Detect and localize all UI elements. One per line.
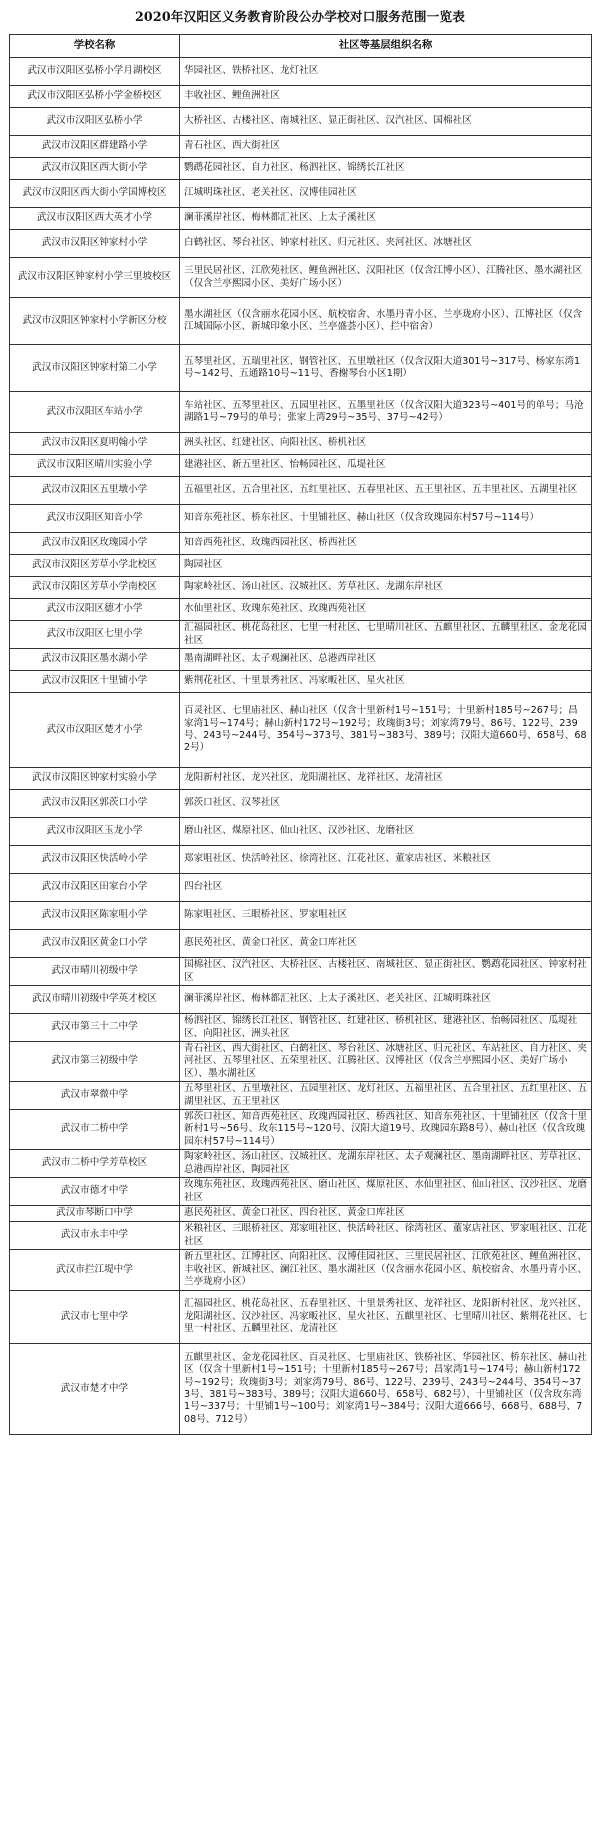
table-row [10,1150,592,1178]
table-row [10,930,592,958]
school-name-cell: 武汉市永丰中学 [10,1222,180,1250]
communities-cell: 国棉社区、汉汽社区、大桥社区、古楼社区、南城社区、显正街社区、鹦鹉花园社区、钟家村社区 [180,958,592,986]
table-row [10,1250,592,1291]
school-name-cell: 武汉市德才中学 [10,1178,180,1206]
school-name-cell: 武汉市琴断口中学 [10,1206,180,1222]
school-name-cell: 武汉市汉阳区芳草小学南校区 [10,577,180,599]
school-name-cell: 武汉市拦江堤中学 [10,1250,180,1291]
school-name-cell: 武汉市汉阳区芳草小学北校区 [10,555,180,577]
school-name-cell: 武汉市汉阳区西大街小学 [10,158,180,180]
school-name-cell: 武汉市汉阳区十里铺小学 [10,671,180,693]
service-range-table [9,34,592,1435]
school-name-cell: 武汉市汉阳区楚才小学 [10,693,180,768]
table-row [10,477,592,505]
school-name-cell: 武汉市汉阳区钟家村第二小学 [10,345,180,392]
communities-cell: 大桥社区、古楼社区、南城社区、显正街社区、汉汽社区、国棉社区 [180,108,592,136]
school-name-cell: 武汉市汉阳区西大街小学国博校区 [10,180,180,208]
school-name-cell: 武汉市汉阳区夏明翰小学 [10,433,180,455]
school-name-cell: 武汉市汉阳区钟家村实验小学 [10,768,180,790]
table-row [10,1344,592,1435]
table-row [10,818,592,846]
communities-cell: 知音西苑社区、玫瑰西园社区、桥西社区 [180,533,592,555]
table-row [10,208,592,230]
communities-cell: 鹦鹉花园社区、自力社区、杨泗社区、锦绣长江社区 [180,158,592,180]
communities-cell: 墨南湖畔社区、太子观澜社区、总港西岸社区 [180,649,592,671]
table-row [10,693,592,768]
table-row [10,392,592,433]
communities-cell: 磨山社区、煤原社区、仙山社区、汉沙社区、龙磨社区 [180,818,592,846]
school-name-cell: 武汉市汉阳区群建路小学 [10,136,180,158]
table-row [10,58,592,86]
communities-cell: 三里民居社区、江欣苑社区、鲤鱼洲社区、汉阳社区（仅含江博小区）、江腾社区、墨水湖社区（仅含兰亭熙园小区、美好广场小区） [180,258,592,298]
communities-cell: 澜菲溪岸社区、梅林都汇社区、上太子溪社区、老关社区、江城明珠社区 [180,986,592,1014]
table-row [10,1206,592,1222]
school-name-cell: 武汉市晴川初级中学英才校区 [10,986,180,1014]
school-name-cell: 武汉市汉阳区五里墩小学 [10,477,180,505]
communities-cell: 米粮社区、三眼桥社区、郑家咀社区、快活岭社区、徐湾社区、董家店社区、罗家咀社区、江花社区 [180,1222,592,1250]
communities-cell: 郭茨口社区、知音西苑社区、玫瑰西园社区、桥西社区、知音东苑社区、十里铺社区（仅含十里新村1号~56号、玫东115号~120号、汉阳大道19号、玫瑰园东路8号）、赫山社区（仅含玫瑰园东村57号~114号） [180,1110,592,1150]
communities-cell: 五琴里社区、五里墩社区、五园里社区、龙灯社区、五福里社区、五合里社区、五红里社区、五湖里社区、五王里社区 [180,1082,592,1110]
school-name-cell: 武汉市汉阳区德才小学 [10,599,180,621]
school-name-cell: 武汉市汉阳区墨水湖小学 [10,649,180,671]
table-row [10,874,592,902]
school-name-cell: 武汉市汉阳区弘桥小学金桥校区 [10,86,180,108]
communities-cell: 杨泗社区、锦绣长江社区、钢管社区、红建社区、桥机社区、建港社区、怡畅园社区、瓜堤社区、向阳社区、洲头社区 [180,1014,592,1042]
communities-cell: 玫瑰东苑社区、玫瑰西苑社区、磨山社区、煤原社区、水仙里社区、仙山社区、汉沙社区、龙磨社区 [180,1178,592,1206]
table-row [10,180,592,208]
table-row [10,1178,592,1206]
communities-cell: 五麒里社区、金龙花园社区、百灵社区、七里庙社区、铁桥社区、华园社区、桥东社区、赫山社区（仅含十里新村1号~151号；十里新村185号~267号；昌家湾1号~174号；赫山新村172号~192号；玫瑰街3号；刘家湾79号、86号、122号、239号、243号~244号、354号~373号、381号~383号、389号；汉阳大道660号、658号、682号）、十里铺社区（仅含玫东湾1号~337号；十里铺1号~100号；刘家湾1号~384号；汉阳大道666号、668号、688号、708号、712号） [180,1344,592,1435]
communities-cell: 丰收社区、鲤鱼洲社区 [180,86,592,108]
table-row [10,1082,592,1110]
column-header-school: 学校名称 [10,35,180,58]
communities-cell: 惠民苑社区、黄金口社区、黄金口库社区 [180,930,592,958]
table-row [10,846,592,874]
table-row [10,455,592,477]
communities-cell: 江城明珠社区、老关社区、汉博佳园社区 [180,180,592,208]
communities-cell: 青石社区、西大街社区 [180,136,592,158]
table-row [10,505,592,533]
table-row [10,1110,592,1150]
communities-cell: 惠民苑社区、黄金口社区、四台社区、黄金口库社区 [180,1206,592,1222]
table-row [10,902,592,930]
table-row [10,790,592,818]
communities-cell: 青石社区、西大街社区、白鹤社区、琴台社区、冰塘社区、归元社区、车站社区、自力社区、夹河社区、五琴里社区、五荣里社区、江腾社区、汉博社区（仅含兰亭熙园小区、美好广场小区）、墨水湖社区 [180,1042,592,1082]
table-row [10,649,592,671]
communities-cell: 陶家岭社区、汤山社区、汉城社区、龙湖东岸社区、太子观澜社区、墨南湖畔社区、芳草社区、总港西岸社区、陶园社区 [180,1150,592,1178]
communities-cell: 陈家咀社区、三眼桥社区、罗家咀社区 [180,902,592,930]
communities-cell: 白鹤社区、琴台社区、钟家村社区、归元社区、夹河社区、冰塘社区 [180,230,592,258]
school-name-cell: 武汉市汉阳区知音小学 [10,505,180,533]
communities-cell: 墨水湖社区（仅含丽水花园小区、航校宿舍、水墨丹青小区、兰亭珑府小区）、江博社区（仅含江城国际小区、新城印象小区、兰亭盛荟小区）、拦中宿舍） [180,298,592,345]
communities-cell: 五福里社区、五合里社区、五红里社区、五春里社区、五王里社区、五丰里社区、五湖里社区 [180,477,592,505]
school-name-cell: 武汉市楚才中学 [10,1344,180,1435]
communities-cell: 四台社区 [180,874,592,902]
school-name-cell: 武汉市二桥中学芳草校区 [10,1150,180,1178]
school-name-cell: 武汉市晴川初级中学 [10,958,180,986]
school-name-cell: 武汉市翠微中学 [10,1082,180,1110]
table-row [10,1291,592,1344]
school-name-cell: 武汉市汉阳区黄金口小学 [10,930,180,958]
table-row [10,1222,592,1250]
table-row [10,671,592,693]
table-row [10,86,592,108]
communities-cell: 汇福园社区、桃花岛社区、七里一村社区、七里晴川社区、五麒里社区、五麟里社区、金龙花园社区 [180,621,592,649]
school-name-cell: 武汉市汉阳区七里小学 [10,621,180,649]
table-row [10,108,592,136]
table-row [10,533,592,555]
communities-cell: 陶家岭社区、汤山社区、汉城社区、芳草社区、龙湖东岸社区 [180,577,592,599]
table-row [10,986,592,1014]
school-name-cell: 武汉市汉阳区快活岭小学 [10,846,180,874]
communities-cell: 汇福园社区、桃花岛社区、五春里社区、十里景秀社区、龙祥社区、龙阳新村社区、龙兴社区、龙阳湖社区、汉沙社区、冯家畈社区、星火社区、五麒里社区、七里晴川社区、紫荆花社区、七里一村社区、五麟里社区、龙清社区 [180,1291,592,1344]
communities-cell: 水仙里社区、玫瑰东苑社区、玫瑰西苑社区 [180,599,592,621]
school-name-cell: 武汉市汉阳区晴川实验小学 [10,455,180,477]
table-row [10,599,592,621]
table-row [10,577,592,599]
table-row [10,621,592,649]
school-name-cell: 武汉市七里中学 [10,1291,180,1344]
communities-cell: 五琴里社区、五瑞里社区、钢管社区、五里墩社区（仅含汉阳大道301号~317号、杨家东湾1号~142号、五通路10号~11号、香榭琴台小区1期） [180,345,592,392]
table-row [10,230,592,258]
communities-cell: 洲头社区、红建社区、向阳社区、桥机社区 [180,433,592,455]
table-body [10,58,592,1435]
communities-cell: 新五里社区、江博社区、向阳社区、汉博佳园社区、三里民居社区、江欣苑社区、鲤鱼洲社区、丰收社区、新城社区、澜江社区、墨水湖社区（仅含丽水花园小区、航校宿舍、水墨丹青小区、兰亭珑府小区） [180,1250,592,1291]
communities-cell: 华园社区、铁桥社区、龙灯社区 [180,58,592,86]
table-row [10,958,592,986]
communities-cell: 知音东苑社区、桥东社区、十里铺社区、赫山社区（仅含玫瑰园东村57号~114号） [180,505,592,533]
school-name-cell: 武汉市第三十二中学 [10,1014,180,1042]
communities-cell: 澜菲溪岸社区、梅林都汇社区、上太子溪社区 [180,208,592,230]
school-name-cell: 武汉市二桥中学 [10,1110,180,1150]
table-row [10,1042,592,1082]
communities-cell: 建港社区、新五里社区、怡畅园社区、瓜堤社区 [180,455,592,477]
school-name-cell: 武汉市汉阳区陈家咀小学 [10,902,180,930]
school-name-cell: 武汉市汉阳区弘桥小学月湖校区 [10,58,180,86]
school-name-cell: 武汉市第三初级中学 [10,1042,180,1082]
school-name-cell: 武汉市汉阳区钟家村小学三里坡校区 [10,258,180,298]
school-name-cell: 武汉市汉阳区田家台小学 [10,874,180,902]
table-row [10,136,592,158]
table-row [10,345,592,392]
school-name-cell: 武汉市汉阳区弘桥小学 [10,108,180,136]
table-header-row [10,35,592,58]
document-title: 2020年汉阳区义务教育阶段公办学校对口服务范围一览表 [134,9,466,24]
communities-cell: 百灵社区、七里庙社区、赫山社区（仅含十里新村1号~151号；十里新村185号~267号；昌家湾1号~174号；赫山新村172号~192号；玫瑰街3号；刘家湾79号、86号、122号、239号、243号~244号、354号~373号、381号~383号、389号；汉阳大道660号、658号、682号） [180,693,592,768]
table-row [10,555,592,577]
communities-cell: 郭茨口社区、汉琴社区 [180,790,592,818]
school-name-cell: 武汉市汉阳区西大英才小学 [10,208,180,230]
communities-cell: 郑家咀社区、快活岭社区、徐湾社区、江花社区、董家店社区、米粮社区 [180,846,592,874]
school-name-cell: 武汉市汉阳区玉龙小学 [10,818,180,846]
school-name-cell: 武汉市汉阳区钟家村小学 [10,230,180,258]
table-row [10,768,592,790]
communities-cell: 陶园社区 [180,555,592,577]
school-name-cell: 武汉市汉阳区郭茨口小学 [10,790,180,818]
school-name-cell: 武汉市汉阳区车站小学 [10,392,180,433]
table-row [10,298,592,345]
table-row [10,433,592,455]
communities-cell: 车站社区、五琴里社区、五园里社区、五墨里社区（仅含汉阳大道323号~401号的单号；马沧湖路1号~79号的单号；张家上湾29号~35号、37号~42号） [180,392,592,433]
table-row [10,258,592,298]
communities-cell: 紫荆花社区、十里景秀社区、冯家畈社区、星火社区 [180,671,592,693]
table-row [10,158,592,180]
column-header-communities: 社区等基层组织名称 [180,35,592,58]
school-name-cell: 武汉市汉阳区玫瑰园小学 [10,533,180,555]
school-name-cell: 武汉市汉阳区钟家村小学新区分校 [10,298,180,345]
communities-cell: 龙阳新村社区、龙兴社区、龙阳湖社区、龙祥社区、龙清社区 [180,768,592,790]
table-row [10,1014,592,1042]
